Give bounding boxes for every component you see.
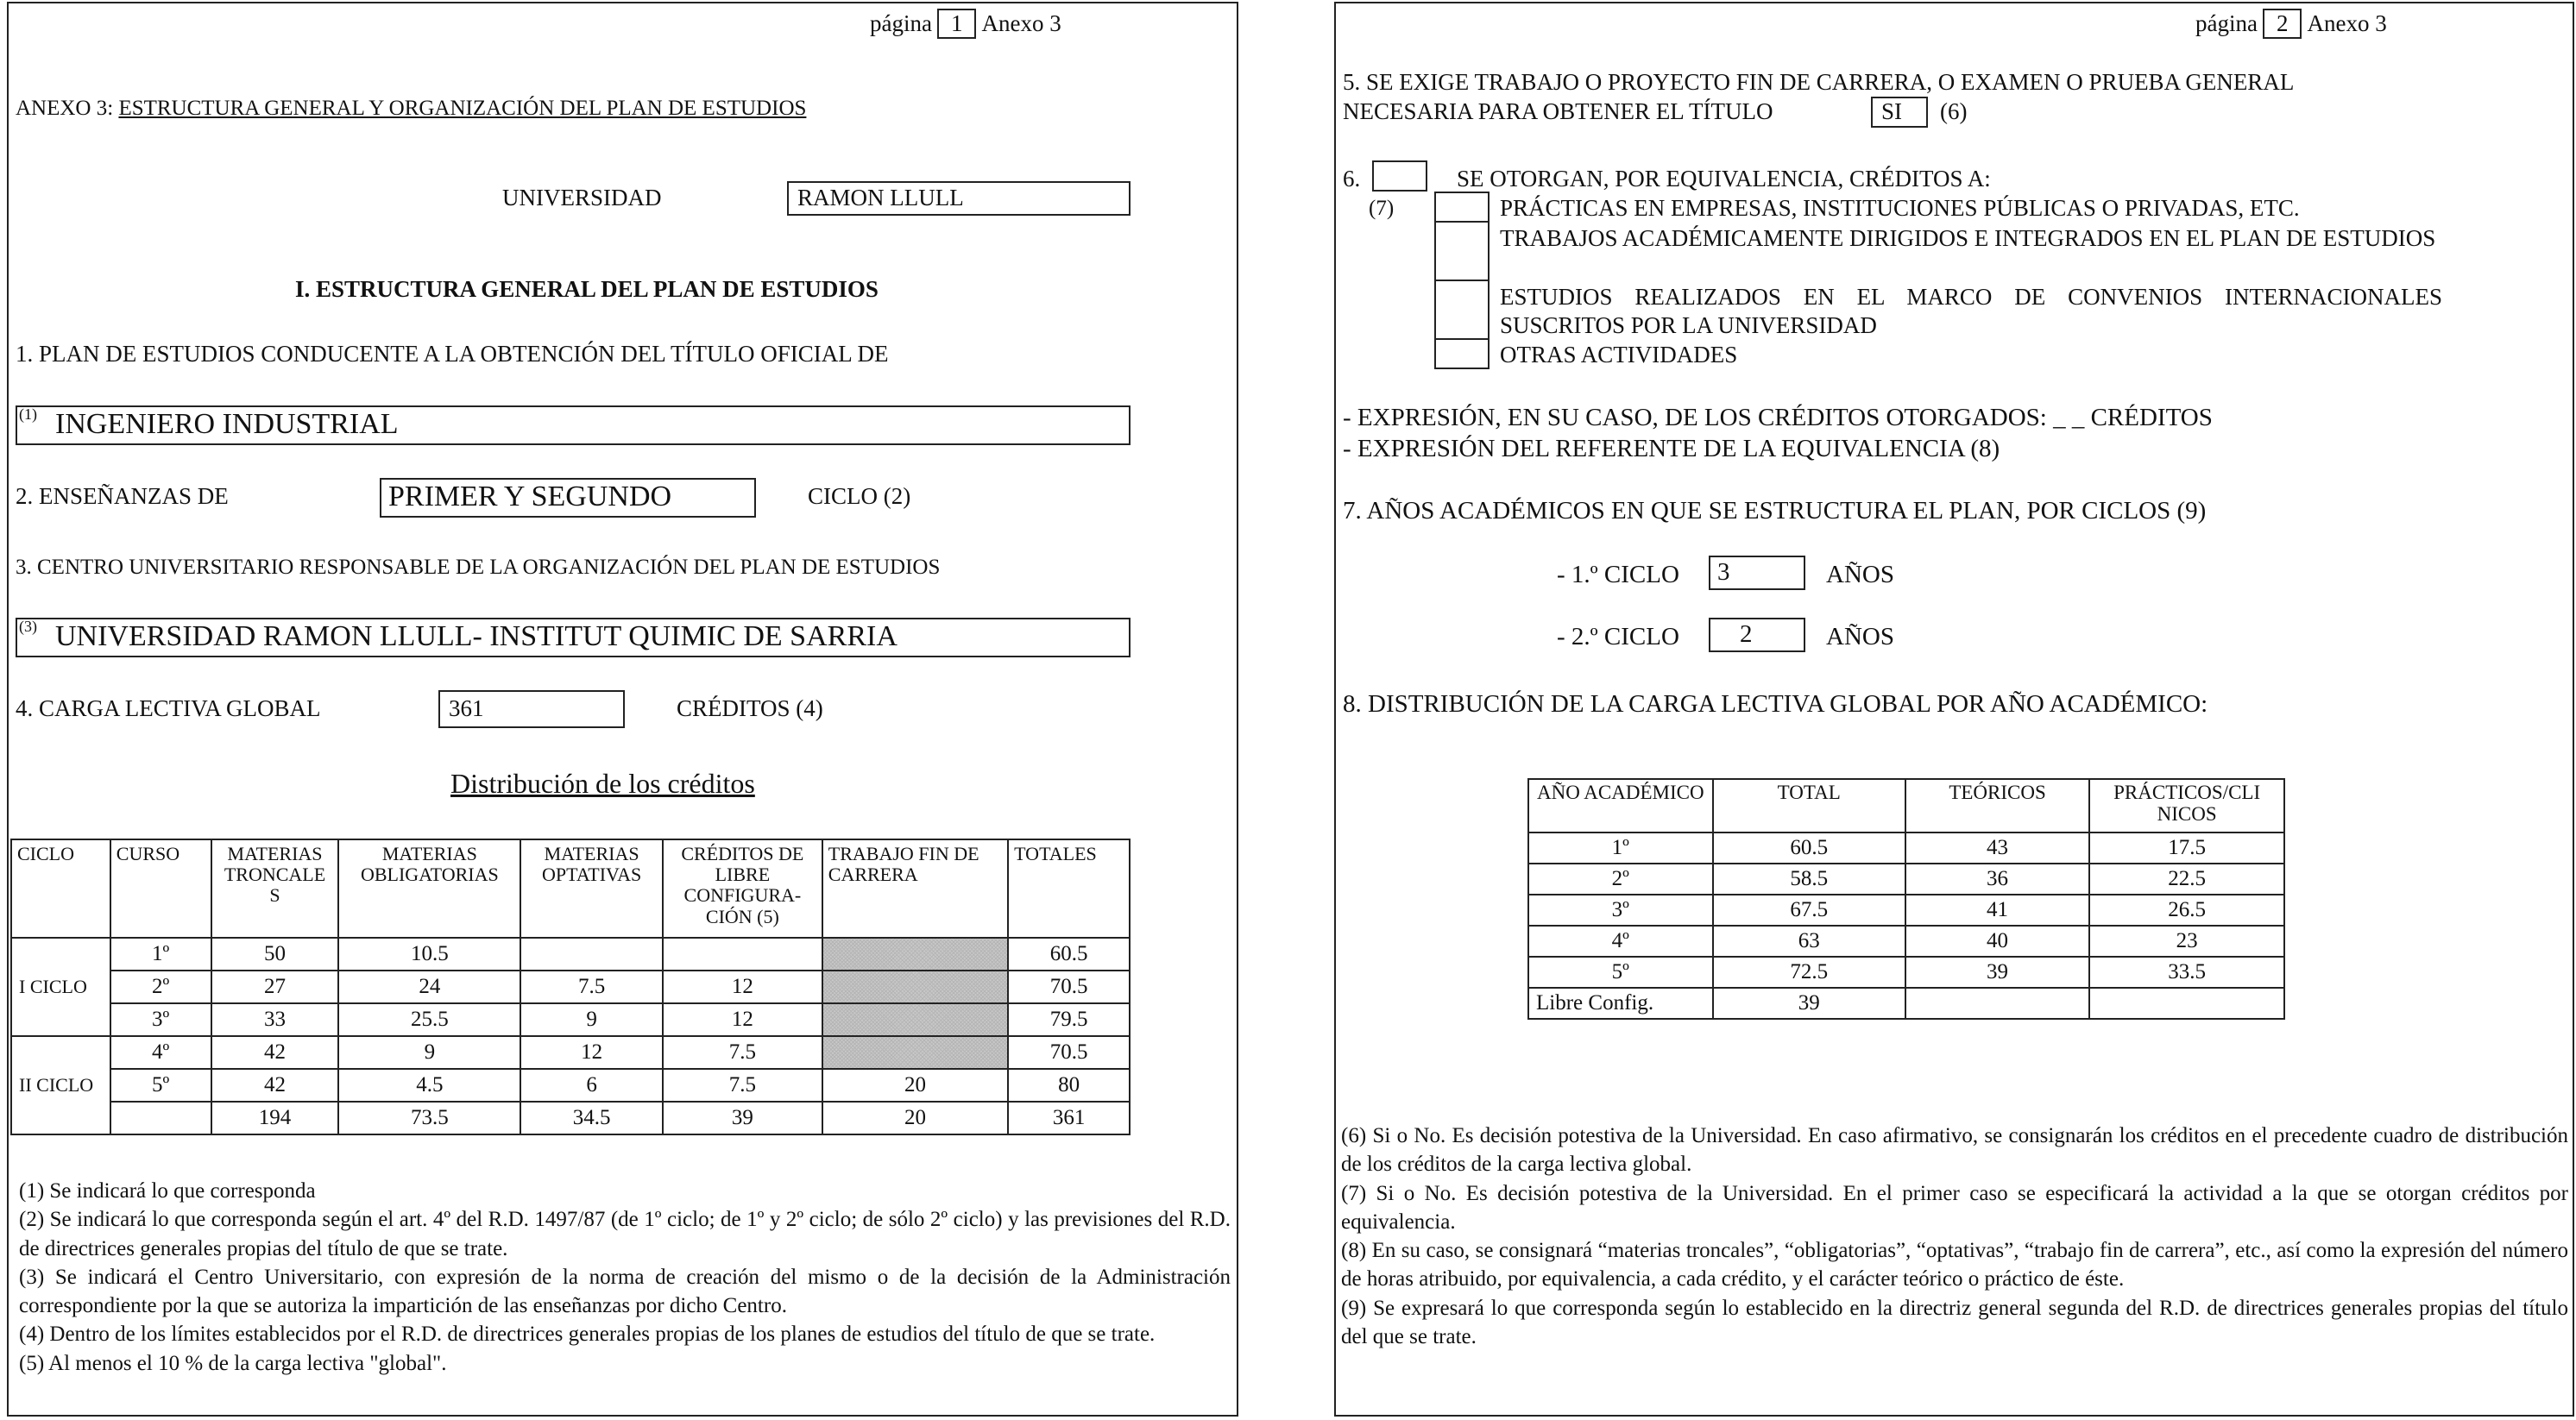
table-row (1528, 926, 2284, 957)
footnote: (5) Al menos el 10 % de la carga lectiva "global". (19, 1351, 447, 1375)
table-cell: 70.5 (1008, 1036, 1130, 1069)
degree-field (16, 405, 1131, 445)
footnote: (7) Si o No. Es decisión potestiva de la Universidad. En el primer caso se especificará la actividad a la que se otorgan créditos por equivalencia. (1341, 1181, 2568, 1234)
university-value: RAMON LLULL (797, 185, 964, 210)
table-row (1528, 833, 2284, 864)
option-checkbox-otras[interactable] (1434, 338, 1490, 369)
table-cell (110, 1102, 211, 1134)
table-row (1528, 895, 2284, 926)
table-cell: 72.5 (1713, 957, 1905, 988)
center-field (16, 618, 1131, 657)
degree-mark: (1) (19, 405, 37, 423)
option-checkbox-estudios[interactable] (1434, 280, 1490, 340)
question-2-suffix: CICLO (2) (808, 483, 911, 509)
table-cell: 67.5 (1713, 895, 1905, 926)
header-curso: CURSO (110, 839, 211, 938)
shaded-cell (822, 1003, 1008, 1036)
question-1: 1. PLAN DE ESTUDIOS CONDUCENTE A LA OBTENCIÓN DEL TÍTULO OFICIAL DE (16, 341, 889, 367)
footnotes-page-1 (19, 1177, 1231, 1378)
university-label: UNIVERSIDAD (502, 185, 662, 210)
ciclo-2-years-value: 2 (1740, 620, 1753, 648)
section-title: I. ESTRUCTURA GENERAL DEL PLAN DE ESTUDIOS (295, 276, 879, 302)
option-trabajos: TRABAJOS ACADÉMICAMENTE DIRIGIDOS E INTEGRADOS EN EL PLAN DE ESTUDIOS (1500, 225, 2436, 251)
option-checkbox-practicas[interactable] (1434, 192, 1490, 223)
ciclo-2-cell: II CICLO (11, 1036, 110, 1134)
table-cell: 33.5 (2089, 957, 2284, 988)
table-cell: 42 (211, 1069, 339, 1102)
footnote: (4) Dentro de los límites establecidos por el R.D. de directrices generales propias de los planes de estudios del título de que se trate. (19, 1323, 1156, 1347)
table-cell: 36 (1905, 864, 2089, 895)
table-cell: 12 (663, 971, 822, 1003)
table-cell: 17.5 (2089, 833, 2284, 864)
table-cell: 2º (1528, 864, 1713, 895)
table-cell: 12 (520, 1036, 663, 1069)
question-3: 3. CENTRO UNIVERSITARIO RESPONSABLE DE LA ORGANIZACIÓN DEL PLAN DE ESTUDIOS (16, 556, 941, 579)
header-practicos: PRÁCTICOS/CLI NICOS (2089, 779, 2284, 833)
question-2-label: 2. ENSEÑANZAS DE (16, 483, 229, 509)
final-project-value: SI (1881, 98, 1903, 124)
footnote: (8) En su caso, se consignará “materias troncales”, “obligatorias”, “optativas”, “trabajo fin de carrera”, etc., así como la expresión del número de horas atribuido, por equivalencia, a cada crédito, y el carácter teórico o práctico de éste. (1341, 1239, 2568, 1291)
question-7: 7. AÑOS ACADÉMICOS EN QUE SE ESTRUCTURA EL PLAN, POR CICLOS (9) (1343, 497, 2207, 525)
ciclo-1-years-value: 3 (1717, 558, 1730, 586)
table-cell: 70.5 (1008, 971, 1130, 1003)
option-practicas: PRÁCTICAS EN EMPRESAS, INSTITUCIONES PÚBLICAS O PRIVADAS, ETC. (1500, 195, 2300, 221)
shaded-cell (822, 971, 1008, 1003)
header-teoricos: TEÓRICOS (1905, 779, 2089, 833)
table-cell: 39 (1713, 988, 1905, 1019)
table-cell: 1º (110, 938, 211, 971)
table-cell: 4º (1528, 926, 1713, 957)
table-cell: 7.5 (663, 1069, 822, 1102)
header-total: TOTAL (1713, 779, 1905, 833)
table-cell: 22.5 (2089, 864, 2284, 895)
final-project-field (1871, 97, 1928, 128)
table-cell: 194 (211, 1102, 339, 1134)
table-cell: 73.5 (338, 1102, 520, 1134)
table-cell: 58.5 (1713, 864, 1905, 895)
header-ciclo: CICLO (11, 839, 110, 938)
table-cell: 80 (1008, 1069, 1130, 1102)
table-row (11, 1069, 1130, 1102)
distribution-title: Distribución de los créditos (450, 768, 755, 799)
header-obligatorias: MATERIAS OBLIGATORIAS (338, 839, 520, 938)
cycles-value: PRIMER Y SEGUNDO (388, 481, 672, 512)
degree-value: INGENIERO INDUSTRIAL (55, 408, 399, 440)
question-6-number: 6. (1343, 166, 1361, 192)
table-cell: 24 (338, 971, 520, 1003)
ciclo-1-years-unit: AÑOS (1826, 561, 1894, 588)
page-2 (1334, 2, 2574, 1417)
ciclo-2-years-unit: AÑOS (1826, 623, 1894, 650)
footnote: (6) Si o No. Es decisión potestiva de la Universidad. En caso afirmativo, se consignarán los créditos en el precedente cuadro de distribución de los créditos de la carga lectiva global. (1341, 1124, 2568, 1177)
page-number: 2 (2263, 9, 2302, 39)
totals-row (11, 1102, 1130, 1134)
question-5-line-2: NECESARIA PARA OBTENER EL TÍTULO (1343, 98, 1773, 124)
table-cell: 23 (2089, 926, 2284, 957)
shaded-cell (822, 1036, 1008, 1069)
table-cell: 42 (211, 1036, 339, 1069)
yearly-header-row (1528, 779, 2284, 833)
table-cell: 4º (110, 1036, 211, 1069)
table-cell (663, 938, 822, 971)
yearly-distribution-table (1527, 778, 2285, 1020)
table-cell: 10.5 (338, 938, 520, 971)
annex-label: Anexo 3 (2307, 10, 2387, 36)
table-cell: 40 (1905, 926, 2089, 957)
table-cell: 20 (822, 1069, 1008, 1102)
equivalence-expression: - EXPRESIÓN DEL REFERENTE DE LA EQUIVALENCIA (8) (1343, 435, 2000, 462)
table-cell: 41 (1905, 895, 2089, 926)
question-5-suffix: (6) (1940, 98, 1968, 124)
ciclo-1-years-field (1709, 556, 1805, 590)
ciclo-2-label: - 2.º CICLO (1557, 623, 1679, 650)
table-cell: 3º (110, 1003, 211, 1036)
table-cell: 9 (520, 1003, 663, 1036)
table-row (11, 1036, 1130, 1069)
table-cell: 20 (822, 1102, 1008, 1134)
credits-distribution-table (10, 839, 1131, 1135)
footnote: (1) Se indicará lo que corresponda (19, 1179, 316, 1203)
ciclo-2-years-field (1709, 618, 1805, 652)
header-totales: TOTALES (1008, 839, 1130, 938)
option-estudios: ESTUDIOS REALIZADOS EN EL MARCO DE CONVENIOS INTERNACIONALES SUSCRITOS POR LA UNIVERSIDAD (1500, 284, 2442, 338)
table-cell: 25.5 (338, 1003, 520, 1036)
equivalence-checkbox[interactable] (1372, 160, 1427, 192)
footnote: (2) Se indicará lo que corresponda según el art. 4º del R.D. 1497/87 (de 1º ciclo; de 1º y 2º ciclo; de sólo 2º ciclo) y las previsiones del R.D. de directrices generales propias del título de que se trate. (19, 1208, 1231, 1260)
table-cell: 33 (211, 1003, 339, 1036)
option-checkbox-trabajos[interactable] (1434, 221, 1490, 281)
cycles-field (380, 478, 756, 518)
table-cell: 12 (663, 1003, 822, 1036)
university-field (787, 181, 1131, 216)
page-header (2195, 9, 2387, 39)
distribution-header-row (11, 839, 1130, 938)
header-libre-configuracion: CRÉDITOS DE LIBRE CONFIGURA- CIÓN (5) (663, 839, 822, 938)
center-mark: (3) (19, 618, 37, 635)
table-cell: 7.5 (520, 971, 663, 1003)
table-cell: 9 (338, 1036, 520, 1069)
table-cell: 63 (1713, 926, 1905, 957)
table-cell: 361 (1008, 1102, 1130, 1134)
page-label: página (2195, 10, 2258, 36)
credits-expression: - EXPRESIÓN, EN SU CASO, DE LOS CRÉDITOS OTORGADOS: _ _ CRÉDITOS (1343, 404, 2213, 431)
table-row (11, 971, 1130, 1003)
table-row (11, 938, 1130, 971)
table-cell: 2º (110, 971, 211, 1003)
question-4-label: 4. CARGA LECTIVA GLOBAL (16, 695, 321, 721)
table-cell: 26.5 (2089, 895, 2284, 926)
table-cell: 5º (1528, 957, 1713, 988)
annex-title-prefix: ANEXO 3: (16, 97, 114, 120)
header-troncales: MATERIAS TRONCALE S (211, 839, 339, 938)
annex-label: Anexo 3 (981, 10, 1061, 36)
table-cell: 4.5 (338, 1069, 520, 1102)
table-cell: 79.5 (1008, 1003, 1130, 1036)
footnote: (3) Se indicará el Centro Universitario, con expresión de la norma de creación del mismo o de la decisión de la Administración correspondiente por la que se autoriza la impartición de las enseñanzas por dicho Centro. (19, 1265, 1231, 1317)
table-row (1528, 864, 2284, 895)
credits-value: 361 (449, 695, 484, 721)
table-cell: 1º (1528, 833, 1713, 864)
table-cell: 34.5 (520, 1102, 663, 1134)
question-6-title: SE OTORGAN, POR EQUIVALENCIA, CRÉDITOS A: (1457, 166, 1991, 192)
table-cell: 39 (663, 1102, 822, 1134)
option-otras: OTRAS ACTIVIDADES (1500, 342, 1738, 368)
footnotes-page-2 (1341, 1122, 2568, 1351)
page-number: 1 (937, 9, 977, 39)
table-cell (520, 938, 663, 971)
credits-field (438, 690, 625, 728)
footnote: (9) Se expresará lo que corresponda según lo establecido en la directriz general segunda del R.D. de directrices generales propias del título del que se trate. (1341, 1296, 2568, 1348)
question-6-mark: (7) (1369, 197, 1395, 220)
page-label: página (870, 10, 932, 36)
table-cell: 50 (211, 938, 339, 971)
table-cell: 39 (1905, 957, 2089, 988)
table-cell: 7.5 (663, 1036, 822, 1069)
page-1 (7, 2, 1238, 1417)
header-optativas: MATERIAS OPTATIVAS (520, 839, 663, 938)
table-cell: 27 (211, 971, 339, 1003)
ciclo-1-label: - 1.º CICLO (1557, 561, 1679, 588)
header-ano: AÑO ACADÉMICO (1528, 779, 1713, 833)
table-cell: 3º (1528, 895, 1713, 926)
annex-title (16, 97, 806, 121)
annex-title-text: ESTRUCTURA GENERAL Y ORGANIZACIÓN DEL PLAN DE ESTUDIOS (118, 97, 807, 120)
table-cell: 6 (520, 1069, 663, 1102)
ciclo-1-cell: I CICLO (11, 938, 110, 1036)
question-4-suffix: CRÉDITOS (4) (677, 695, 823, 721)
table-row (11, 1003, 1130, 1036)
page-header (870, 9, 1061, 39)
table-cell: 5º (110, 1069, 211, 1102)
center-value: UNIVERSIDAD RAMON LLULL- INSTITUT QUIMIC DE SARRIA (55, 620, 898, 652)
table-cell (1905, 988, 2089, 1019)
table-cell: 60.5 (1713, 833, 1905, 864)
header-trabajo-fin: TRABAJO FIN DE CARRERA (822, 839, 1008, 938)
table-cell (2089, 988, 2284, 1019)
question-8: 8. DISTRIBUCIÓN DE LA CARGA LECTIVA GLOBAL POR AÑO ACADÉMICO: (1343, 690, 2208, 718)
table-row (1528, 988, 2284, 1019)
table-cell: Libre Config. (1528, 988, 1713, 1019)
shaded-cell (822, 938, 1008, 971)
table-row (1528, 957, 2284, 988)
table-cell: 43 (1905, 833, 2089, 864)
table-cell: 60.5 (1008, 938, 1130, 971)
question-5-line-1: 5. SE EXIGE TRABAJO O PROYECTO FIN DE CARRERA, O EXAMEN O PRUEBA GENERAL (1343, 69, 2295, 95)
